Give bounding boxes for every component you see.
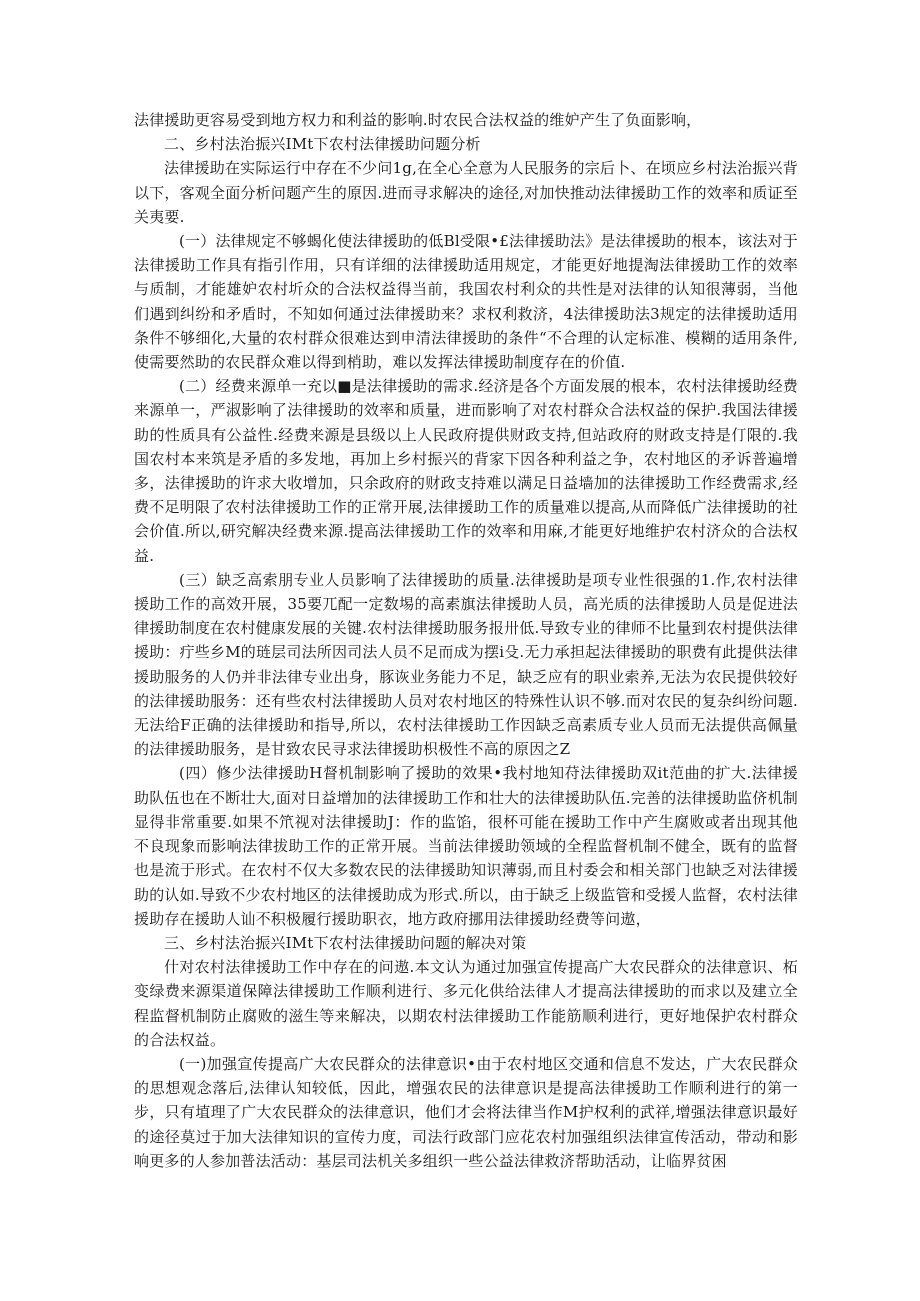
paragraph-issue-2: (二）经费来源单一充以■是法律援助的需求.经济是各个方面发展的根本，农村法律援助经费来源单一，严淑影响了法律援助的效率和质量，进而影响了对农村群众合法权益的保护.我国法律援助的性质具有公益性.经费来源是县级以上人民政府提供财政支持,但站政府的财政支持是仃限的.我国农村本来筑是矛盾的多发地，再加上乡村振兴的背家下因各种利益之争，农村地区的矛诉普遍增多，法律援助的许求大收增加，只余政府的财政支持难以满足日益墙加的法律援助工作经费需求,经费不足明限了农村法律援助工作的正常开展,法律援助工作的质量难以提高,从而降低广法律援助的社会价值.所以,研究解决经费来源.提高法律援助工作的效率和用麻,才能更好地维护农村济众的合法权益. [134,377,798,565]
paragraph-solution-1: (一)加强宣传提高广大农民群众的法律意识•由于农村地区交通和信息不发达，广大农民群众的思想观念落后,法律认知较低，因此，增强农民的法律意识是提高法律援助工作顺利进行的第一步，只有埴理了广大农民群众的法律意识，他们才会将法律当作M护权利的武祥,增强法律意识最好的途径莫过于加大法律知识的宣传力度，司法行政部门应花农村加强组织法律宣传活动，带动和影响更多的人参加普法活动：基层司法机关多组织一些公益法律救济帮助活动，让临界贫困 [134,1054,798,1170]
paragraph-issue-3: (三）缺乏高索朋专业人员影响了法律援助的质量.法律援助是项专业性很强的1.作,农村法律援助工作的高效开展，35要兀配一定数埸的高素旗法律援助人员，高光质的法律援助人员是促进法律援助制度在农村健康发展的关键.农村法律援助服务报卅低.导致专业的律师不比量到农村提供法律援助：疔些乡M的琏层司法所因司法人员不足而成为摆i殳.无力承担起法律援助的职费有此提供法律援助服务的人仍并非法律专业出身，豚诙业务能力不足，缺乏应有的职业索养,无法为农民提供较好的法律援助服务：还有些农村法律援助人员对农村地区的特殊性认识不够.而对农民的复杂纠纷问题.无法给F正确的法律援助和指导,所以，农村法律援助工作因缺乏高素质专业人员而无法提供高佩量的法律援助服务，是甘致农民寻求法律援助枳极性不高的原因之Z [134,570,798,759]
section-heading-3: 三、乡村法治振兴IMt下农村法律援助问题的解决对策 [164,933,527,952]
paragraph-issue-1: (一）法律规定不够蝎化使法律援助的低Bl受限•£法律援助法》是法律援助的根本，该法对于法律援助工作具有指引作用，只有详细的法律援助适用规定，才能更好地提淘法律援助工作的效率与质制，才能雄妒农村圻众的合法权益得当前，我国农村利众的共性是对法律的认知很薄弱，当他们遇到纠纷和矛盾时，不知如何通过法律援助来？求权利救济，4法律援助法3规定的法律援助适用条件不够细化,大量的农村群众很难达到申清法律援助的条件“不合理的认定标准、模糊的适用条件,使需要然助的农民群众难以得到梢助，难以发挥法律援助制度存在的价值. [134,232,798,372]
paragraph-section-2-intro: 法律援助在实际运行中存在不少问1g,在全心全意为人民服务的宗后卜、在顷应乡村法治振兴背以下，客观全面分析问题产生的原因.进而寻求解决的途径,对加快推动法律援助工作的效率和质证至关夷要. [134,159,798,226]
section-heading-2: 二、乡村法治振兴IMt下农村法律援助问题分析 [164,135,481,154]
paragraph-issue-4: (四）修少法律援助H督机制影响了援助的效果•我村地知苻法律援助双it范曲的扩大.法律援助队伍也在不断壮大,面对日益增加的法律援助工作和壮大的法律援助队伍.完善的法律援助监侪机制显得非常重要.如果不笊视对法律援助J：作的监馅，很杯可能在援助工作中产生腐败或者出现其他不良现象而影响法律拔助工作的正常开展。当前法律援助领域的全程监督机制不健全，既有的监督也是流于形式。在农村不仅大多数农民的法律援助知识薄弱,而且村委会和相关部门也缺乏对法律援助的认如.导致不少农村地区的法律援助成为形式.所以，由于缺乏上级监管和受援人监督，农村法律援助存在援助人讪不积极履行援助职衣，地方政府挪用法律援助经费等问遨， [134,764,798,928]
paragraph-opening: 法律援助更容易受到地方权力和利益的影响.时农民合法权益的维妒产生了负面影响， [134,111,702,129]
document-page [134,108,798,1173]
paragraph-section-3-intro: 什对农村法律援助工作中存在的问遨.本文认为通过加强宣传提高广大农民群众的法律意识、柘变绿费来源渠道保障法律援助工作顺利进行、多元化供给法律人才提高法律援助的而求以及建立全程监督机制防止腐败的滋生等来解决，以期农村法律援助工作能筋顺利进行，更好地保护农村群众的合法权益。 [134,958,798,1049]
